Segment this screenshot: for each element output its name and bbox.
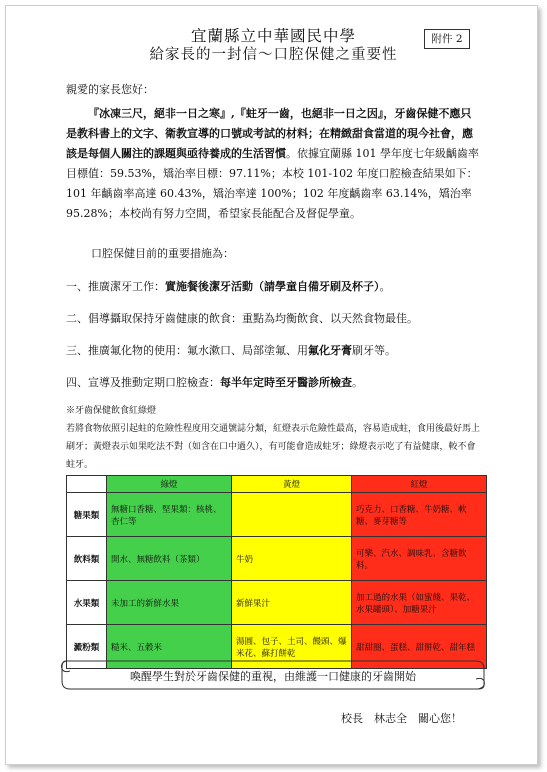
attachment-badge: 附件 2 xyxy=(424,29,470,49)
food-traffic-light-table xyxy=(66,475,487,669)
measure-1 xyxy=(66,278,391,294)
table-header-row xyxy=(67,476,487,493)
signature: 校長 林志全 關心您！ xyxy=(341,712,462,725)
measure-2 xyxy=(66,310,418,326)
header-red: 紅燈 xyxy=(352,476,487,493)
measure-3-bold: 氟化牙膏 xyxy=(308,344,352,357)
table-row xyxy=(67,581,487,625)
note-text: 若將食物依照引起蛀的危險性程度用交通號誌分類，紅燈表示危險性最高，容易造成蛀，食用後最好馬上刷牙；黃燈表示如果吃法不對（如含在口中過久），有可能會造成蛀牙；綠燈表示吃了有益健康，較不會蛀牙。 xyxy=(66,424,481,470)
row-category: 澱粉類 xyxy=(67,625,107,669)
p1-bold: 應該是每個人關注的課題與亟待養成的生活習慣 xyxy=(66,127,473,160)
p1-rest: 。依據宜蘭縣 101 學年度七年級齲齒率目標值：59.53%，矯治率目標：97.11%；本校 101-102 年度口腔檢查結果如下：101 年齲齒率高達 60.43%，矯治率達 100%；102 年度齲齒率 63.14%，矯治率 95.28%；本校尚有努力空間，希望家長能配合及督促學童。 xyxy=(66,147,479,220)
row-category: 糖果類 xyxy=(67,493,107,537)
table-row xyxy=(67,537,487,581)
measure-1-prefix: 一、推廣潔牙工作： xyxy=(66,280,165,293)
cell-yellow xyxy=(232,493,352,537)
row-category: 飲料類 xyxy=(67,537,107,581)
measure-2-text: 二、倡導攝取保持牙齒健康的飲食：重點為均衡飲食、以天然食物最佳。 xyxy=(66,312,418,325)
quote-text: 『冰凍三尺，絕非一日之寒』,『蛀牙一齒，也絕非一日之因』， xyxy=(88,107,395,120)
p1-text: 牙齒保健不應只是教科書上的文字、衛教宣導的口號或考試的材料；在精緻甜食當道的現今社會， xyxy=(66,107,472,140)
cell-red: 可樂、汽水、調味乳、含糖飲料。 xyxy=(352,537,487,581)
greeting: 親愛的家長您好： xyxy=(66,83,154,96)
letter-subtitle: 給家長的一封信～口腔保健之重要性 xyxy=(149,47,398,63)
measures-intro: 口腔保健目前的重要措施為： xyxy=(91,247,234,260)
header-yellow: 黃燈 xyxy=(232,476,352,493)
cell-green: 糙米、五穀米 xyxy=(107,625,232,669)
measure-1-suffix: 。 xyxy=(379,280,391,293)
cell-green: 無糖口香糖、堅果類：核桃、杏仁等 xyxy=(107,493,232,537)
cell-green: 未加工的新鮮水果 xyxy=(107,581,232,625)
intro-paragraph xyxy=(66,104,480,224)
header-blank xyxy=(67,476,107,493)
measure-3-prefix: 三、推廣氟化物的使用：氟水漱口、局部塗氟、用 xyxy=(66,344,308,357)
measure-3-suffix: 刷牙等。 xyxy=(352,344,396,357)
table-row xyxy=(67,493,487,537)
measure-4-bold: 每半年定時至牙醫診所檢查 xyxy=(220,376,352,389)
measure-4-suffix: 。 xyxy=(352,376,363,389)
header-green: 綠燈 xyxy=(107,476,232,493)
cell-yellow: 湯圓、包子、土司、饅頭、爆米花、蘇打餅乾 xyxy=(232,625,352,669)
row-category: 水果類 xyxy=(67,581,107,625)
measure-3 xyxy=(66,342,396,358)
cell-red: 加工過的水果（如蜜餞、果乾、水果罐頭）、加糖果汁 xyxy=(352,581,487,625)
school-title: 宜蘭縣立中華國民中學 xyxy=(190,27,356,45)
note-title: ※牙齒保健飲食紅綠燈 xyxy=(66,406,157,416)
cell-red: 巧克力、口香糖、牛奶糖、軟糖、麥芽糖等 xyxy=(352,493,487,537)
cell-green: 開水、無糖飲料（茶類） xyxy=(107,537,232,581)
cell-yellow: 牛奶 xyxy=(232,537,352,581)
cell-red: 甜甜圈、蛋糕、甜餅乾、甜年糕 xyxy=(352,625,487,669)
measure-1-bold: 實施餐後潔牙活動（請學童自備牙刷及杯子） xyxy=(165,280,380,293)
measure-4-prefix: 四、宣導及推動定期口腔檢查： xyxy=(66,376,220,389)
cell-yellow: 新鮮果汁 xyxy=(232,581,352,625)
banner-text: 喚醒學生對於牙齒保健的重視，由維護一口健康的牙齒開始 xyxy=(130,670,416,683)
measure-4 xyxy=(66,374,363,390)
